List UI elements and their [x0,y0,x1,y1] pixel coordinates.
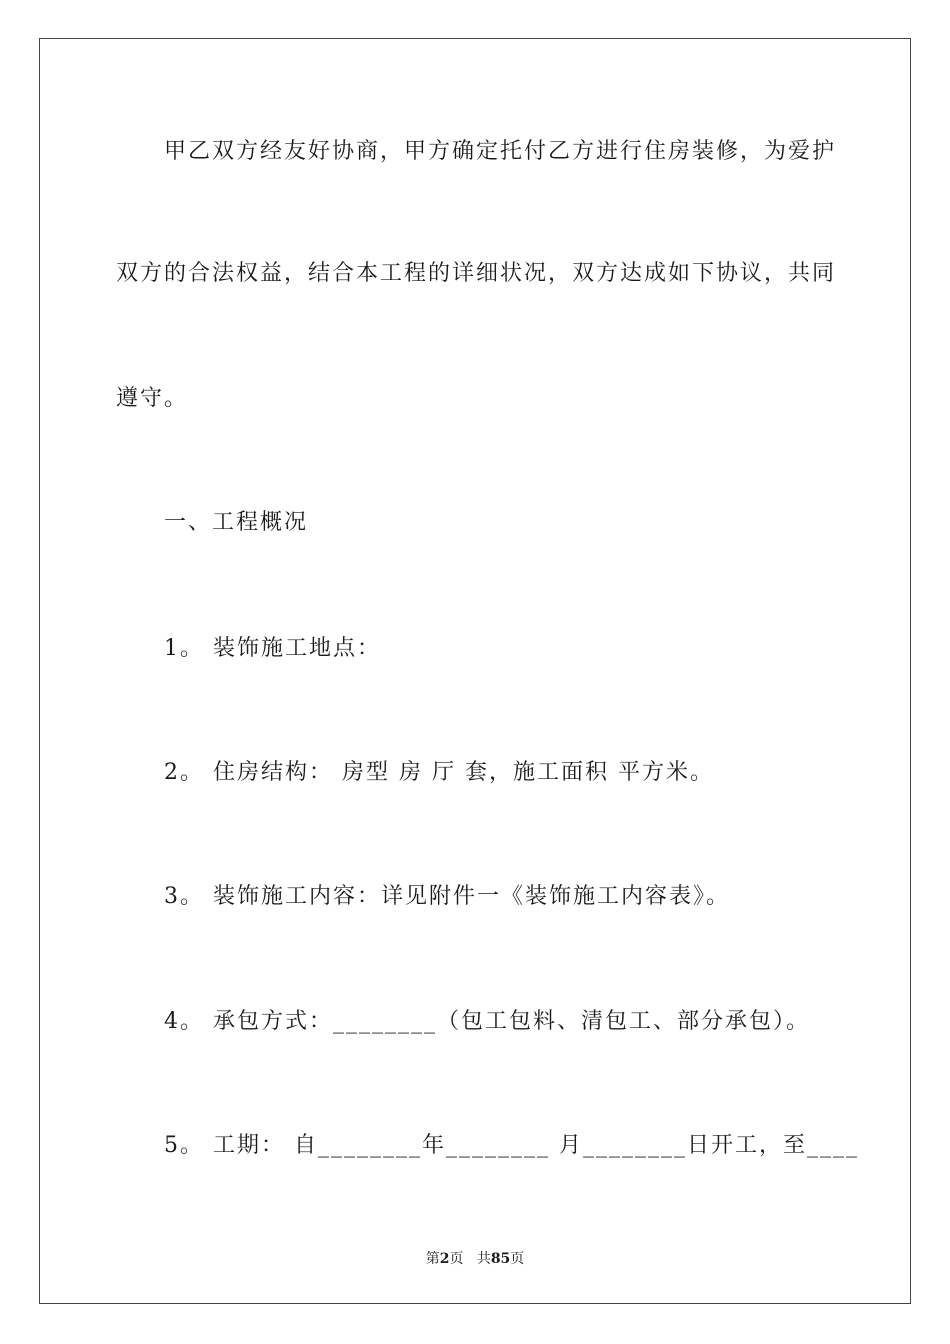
footer-page-suffix: 页 [449,1251,464,1267]
footer-total-prefix: 共 [476,1251,491,1267]
list-item: 5。 工期： 自________年________ 月________日开工，至____ [164,1133,859,1158]
section-heading: 一、工程概况 [164,510,309,535]
list-item: 2。 住房结构： 房型 房 厅 套，施工面积 平方米。 [164,760,714,785]
footer-page-prefix: 第 [425,1251,440,1267]
paragraph-line-1: 甲乙双方经友好协商，甲方确定托付乙方进行住房装修，为爱护 [164,139,837,164]
paragraph-line-2: 双方的合法权益，结合本工程的详细状况，双方达成如下协议，共同 [116,261,837,286]
list-item: 4。 承包方式：________（包工包料、清包工、部分承包）。 [164,1009,810,1034]
list-item: 3。 装饰施工内容：详见附件一《装饰施工内容表》。 [164,884,730,909]
footer-page-number: 2 [439,1251,450,1267]
footer-total-number: 85 [490,1251,511,1267]
list-item: 1。 装饰施工地点： [164,636,381,661]
page-border [39,38,911,1304]
page-footer [0,1248,950,1268]
footer-total-suffix: 页 [510,1251,525,1267]
paragraph-line-3: 遵守。 [116,386,189,411]
